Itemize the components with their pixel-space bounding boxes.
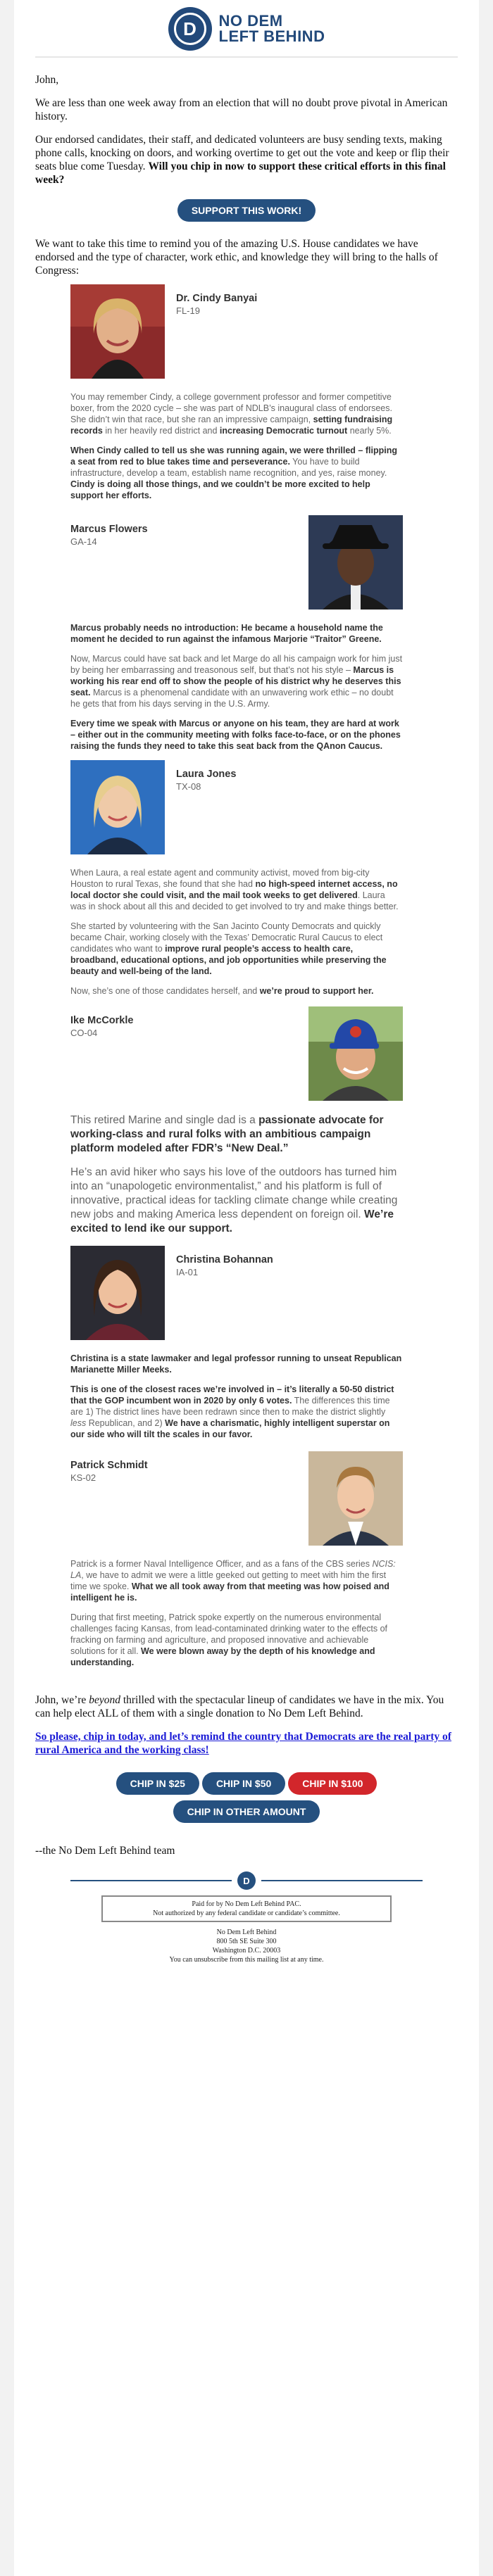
candidate-photo bbox=[308, 515, 403, 610]
chip-in-100-button[interactable]: CHIP IN $100 bbox=[288, 1772, 377, 1795]
address-org: No Dem Left Behind bbox=[216, 1928, 277, 1936]
candidate-name: Christina Bohannan bbox=[176, 1254, 273, 1265]
candidate-paragraph: During that first meeting, Patrick spoke expertly on the numerous environmental challenges facing Kansas, from lead-contaminated drinking water to the effects of fracking on farming and agriculture, and proposed innovative and achievable solutions for it all. We were blown away by the depth of his knowledge and understanding. bbox=[70, 1612, 388, 1667]
email-body bbox=[14, 0, 479, 2576]
paid-for-box bbox=[101, 1895, 392, 1922]
candidate-paragraph: She started by volunteering with the San Jacinto County Democrats and quickly became Chair, working closely with the Texas’ Democratic Rural Caucus to elect candidates who want to improve rural people’s access to health care, broadband, educational options, and job opportunities while preserving the beauty and well-being of the land. bbox=[70, 921, 387, 976]
candidate-name: Laura Jones bbox=[176, 769, 237, 780]
footer-logo-icon: D bbox=[237, 1871, 256, 1890]
greeting: John, bbox=[35, 74, 59, 86]
candidate-district: TX-08 bbox=[176, 781, 201, 792]
candidate-photo bbox=[70, 1246, 165, 1340]
mailing-address bbox=[35, 1928, 458, 1964]
candidate-photo bbox=[70, 284, 165, 379]
candidate-ike-mccorkle bbox=[70, 1006, 403, 1236]
candidate-paragraph: Now, she’s one of those candidates herself, and we’re proud to support her. bbox=[70, 986, 374, 996]
logo-emblem bbox=[168, 7, 212, 51]
logo-line2: LEFT BEHIND bbox=[218, 27, 325, 45]
candidate-paragraph: When Cindy called to tell us she was running again, we were thrilled – flipping a seat from red to blue takes time and perseverance. You have to build infrastructure, develop a team, establish name recognition, and yes, raise money. Cindy is doing all those things, and we couldn’t be more excited to help support her efforts. bbox=[70, 446, 397, 500]
candidate-laura-jones bbox=[70, 760, 403, 997]
cta-paragraph bbox=[35, 1730, 458, 1757]
candidate-paragraph: Every time we speak with Marcus or anyone on his team, they are hard at work – either out in the community meeting with folks face-to-face, or on the phones raising the funds they need to take this seat back from the QAnon Caucus. bbox=[70, 719, 401, 751]
candidate-paragraph: This is one of the closest races we’re involved in – it’s literally a 50-50 district that the GOP incumbent won in 2020 by only 6 votes. The differences this time are 1) The district lines have been redrawn since then to make the district slightly less Republican, and 2) We have a charismatic, highly intelligent superstar on our side who will tilt the scales in our favor. bbox=[70, 1384, 394, 1439]
footer-divider bbox=[70, 1871, 423, 1890]
candidate-paragraph: Patrick is a former Naval Intelligence Officer, and as a fans of the CBS series NCIS: LA, we have to admit we were a little geeked out getting to meet with him the first time we spoke. What we all took away from that meeting was how poised and intelligent he is. bbox=[70, 1559, 396, 1603]
chip-in-50-button[interactable]: CHIP IN $50 bbox=[202, 1772, 285, 1795]
candidate-header bbox=[70, 284, 403, 379]
footer bbox=[35, 1871, 458, 1964]
intro2-bold: Will you chip in now to support these critical efforts in this final week? bbox=[35, 160, 446, 186]
candidate-paragraph: Marcus probably needs no introduction: He became a household name the moment he decided to run against the infamous Marjorie “Traitor” Greene. bbox=[70, 623, 383, 644]
org-logo[interactable] bbox=[35, 0, 458, 58]
candidate-name: Ike McCorkle bbox=[70, 1015, 134, 1026]
candidate-district: KS-02 bbox=[70, 1472, 96, 1483]
candidate-district: IA-01 bbox=[176, 1267, 199, 1277]
intro-paragraph-1: We are less than one week away from an election that will no doubt prove pivotal in American history. bbox=[35, 97, 448, 122]
logo-line1: NO DEM bbox=[218, 12, 283, 30]
candidate-patrick-schmidt bbox=[70, 1451, 403, 1668]
candidate-paragraph: When Laura, a real estate agent and community activist, moved from big-city Houston to rural Texas, she found that she had no high-speed internet access, no local doctor she could visit, and the mail took weeks to get delivered. Laura was in shock about all this and decided to get involved to try and make things better. bbox=[70, 868, 399, 911]
chip-other-row bbox=[35, 1800, 458, 1823]
intro2-text: Our endorsed candidates, their staff, and dedicated volunteers are busy sending texts, making phone calls, knocking on doors, and working overtime to get out the vote and keep or flip their seats blue come Tuesday. bbox=[35, 134, 449, 172]
cta-link[interactable]: So please, chip in today, and let’s remind the country that Democrats are the real party of rural America and the working class! bbox=[35, 1731, 451, 1756]
support-row bbox=[35, 199, 458, 222]
candidate-photo bbox=[308, 1006, 403, 1101]
candidate-header bbox=[70, 1006, 403, 1101]
candidate-photo bbox=[308, 1451, 403, 1546]
candidate-name: Marcus Flowers bbox=[70, 524, 148, 535]
candidate-paragraph: You may remember Cindy, a college government professor and former competitive boxer, from the 2020 cycle – she was part of NDLB’s inaugural class of endorsees. She didn’t win that race, but she ran an impressive campaign, setting fundraising records in her heavily red district and increasing Democratic turnout nearly 5%. bbox=[70, 392, 393, 436]
candidate-district: FL-19 bbox=[176, 305, 200, 316]
address-street: 800 5th SE Suite 300 bbox=[216, 1938, 277, 1945]
disclaimer-line: Not authorized by any federal candidate or candidate’s committee. bbox=[153, 1909, 340, 1917]
candidate-photo bbox=[70, 760, 165, 854]
candidate-cindy-banyai bbox=[70, 284, 403, 501]
candidate-paragraph: Now, Marcus could have sat back and let Marge do all his campaign work for him just by being her embarrassing and treasonous self, but that’s not his style – Marcus is working his rear end off to show the people of his district why he deserves this seat. Marcus is a phenomenal candidate with an unwavering work ethic – no doubt he gets that from his days serving in the U.S. Army. bbox=[70, 654, 403, 709]
remind-paragraph: We want to take this time to remind you of the amazing U.S. House candidates we have endorsed and the type of character, work ethic, and knowledge they will bring to the halls of Congress: bbox=[35, 238, 438, 277]
candidate-district: CO-04 bbox=[70, 1028, 98, 1038]
candidate-paragraph: This retired Marine and single dad is a passionate advocate for working-class and rural folks with an ambitious campaign platform modeled after FDR’s “New Deal.” bbox=[70, 1114, 384, 1154]
candidate-marcus-flowers bbox=[70, 515, 403, 752]
candidate-name: Dr. Cindy Banyai bbox=[176, 293, 258, 304]
chip-in-other-button[interactable]: CHIP IN OTHER AMOUNT bbox=[173, 1800, 320, 1823]
unsubscribe-text[interactable]: You can unsubscribe from this mailing list at any time. bbox=[169, 1956, 324, 1964]
closing-paragraph: John, we’re beyond thrilled with the spectacular lineup of candidates we have in the mix. You can help elect ALL of them with a single donation to No Dem Left Behind. bbox=[35, 1694, 444, 1719]
support-button[interactable]: SUPPORT THIS WORK! bbox=[177, 199, 316, 222]
candidate-header bbox=[70, 1246, 403, 1340]
candidate-header bbox=[70, 760, 403, 854]
candidate-paragraph: Christina is a state lawmaker and legal professor running to unseat Republican Marianette Miller Meeks. bbox=[70, 1353, 402, 1375]
candidate-district: GA-14 bbox=[70, 536, 97, 547]
candidate-header bbox=[70, 515, 403, 610]
candidate-name: Patrick Schmidt bbox=[70, 1460, 148, 1471]
paid-for-line: Paid for by No Dem Left Behind PAC. bbox=[192, 1900, 301, 1908]
chip-buttons-row bbox=[35, 1772, 458, 1795]
logo-letter: D bbox=[174, 13, 206, 45]
intro-paragraph-2 bbox=[35, 133, 458, 187]
chip-in-25-button[interactable]: CHIP IN $25 bbox=[116, 1772, 199, 1795]
signoff: --the No Dem Left Behind team bbox=[35, 1845, 175, 1857]
candidate-paragraph: He’s an avid hiker who says his love of the outdoors has turned him into an “unapologetic environmentalist,” and his platform is full of innovative, practical ideas for tackling climate change while creating new jobs and making America less dependent on foreign oil. We’re excited to lend ike our support. bbox=[70, 1166, 398, 1235]
candidate-christina-bohannan bbox=[70, 1246, 403, 1440]
candidate-header bbox=[70, 1451, 403, 1546]
logo-wordmark bbox=[219, 13, 325, 44]
address-city: Washington D.C. 20003 bbox=[212, 1947, 281, 1955]
